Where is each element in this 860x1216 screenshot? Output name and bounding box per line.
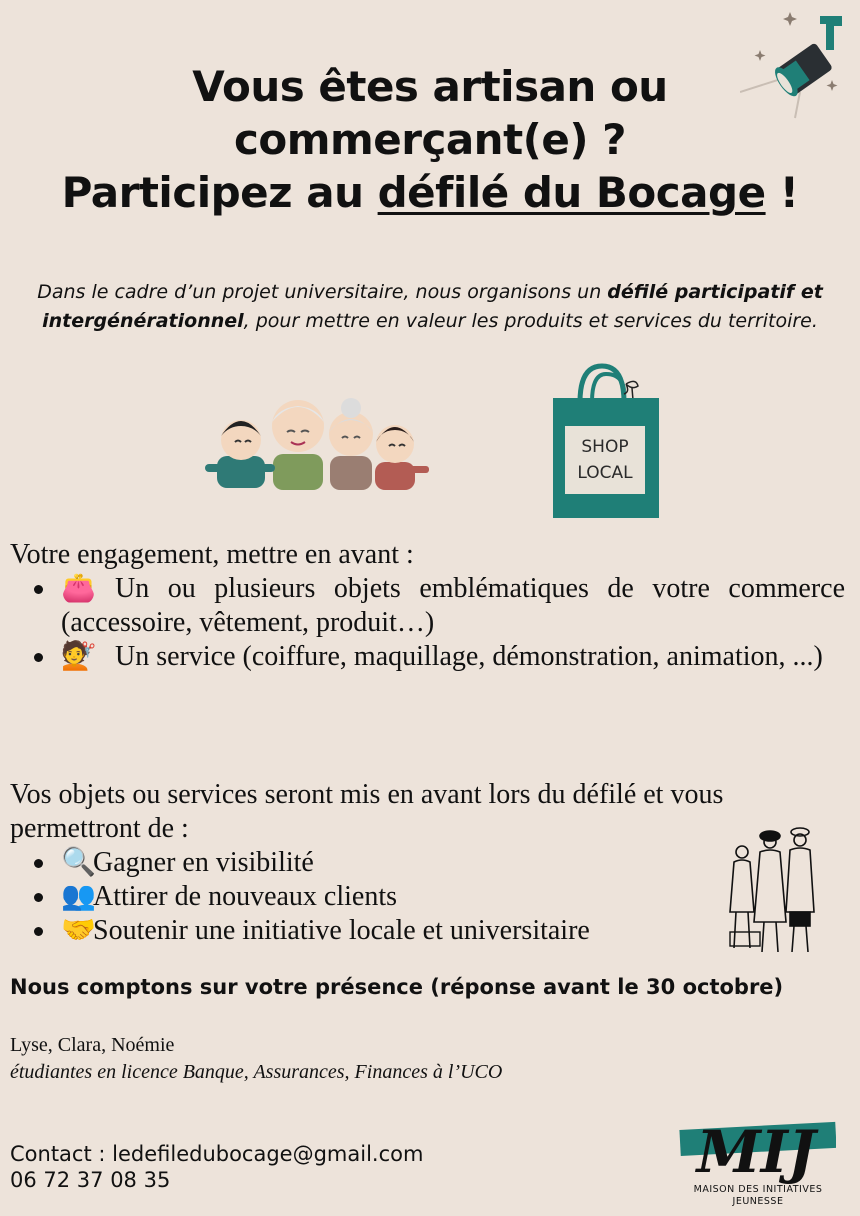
signature-names: Lyse, Clara, Noémie [10, 1034, 175, 1056]
title-line-2: commerçant(e) ? [233, 115, 627, 164]
bag-label-line-1: SHOP [581, 437, 629, 457]
title-line-3-prefix: Participez au [61, 168, 378, 217]
list-item [10, 846, 845, 880]
list-item [10, 880, 845, 914]
benefits-list [10, 846, 845, 948]
intro-bold: défilé participatif et intergénérationnel [42, 281, 823, 332]
handshake-icon: 🤝 [61, 915, 96, 946]
engagement-list [10, 572, 845, 674]
list-item-text: Attirer de nouveaux clients [93, 881, 398, 912]
list-item-text: Un ou plusieurs objets emblématiques de votre commerce (accessoire, vêtement, produit…) [61, 573, 845, 638]
list-item-text: Gagner en visibilité [93, 847, 314, 878]
engagement-section [10, 538, 845, 674]
list-item [10, 640, 845, 674]
bullet-icon [34, 585, 43, 594]
list-item-text: Un service (coiffure, maquillage, démonstration, animation, ...) [115, 641, 823, 672]
benefits-section [10, 778, 845, 948]
bullet-icon [34, 893, 43, 902]
intro-text-1: Dans le cadre d’un projet universitaire, nous organisons un [37, 281, 608, 303]
signature-role: étudiantes en licence Banque, Assurances, Finances à l’UCO [10, 1061, 503, 1083]
contact-email[interactable]: Contact : ledefiledubocage@gmail.com [10, 1142, 424, 1166]
contact-phone[interactable]: 06 72 37 08 35 [10, 1168, 171, 1192]
benefits-heading: Vos objets ou services seront mis en avant lors du défilé et vous permettront de : [10, 779, 724, 844]
logo-line-1: MAISON DES INITIATIVES [693, 1184, 823, 1195]
logo-letters: MIJ [696, 1118, 816, 1186]
title-line-3 [40, 166, 820, 219]
spotlight-icon [740, 8, 855, 123]
page-title [40, 60, 820, 219]
mij-logo [676, 1112, 836, 1208]
bullet-icon [34, 927, 43, 936]
haircut-icon: 💇 [61, 641, 96, 672]
call-to-action: Nous comptons sur votre présence (réponse avant le 30 octobre) [10, 975, 784, 999]
list-item [10, 572, 845, 640]
intro-paragraph [20, 278, 840, 336]
title-line-3-suffix: ! [765, 168, 799, 217]
purse-icon: 👛 [61, 573, 96, 604]
title-line-1: Vous êtes artisan ou [192, 62, 668, 111]
logo-line-2: JEUNESSE [732, 1196, 784, 1207]
list-item [10, 914, 845, 948]
bag-label-line-2: LOCAL [577, 463, 633, 483]
intergenerational-people-illustration [205, 392, 435, 492]
fashion-sketch-illustration [722, 822, 822, 962]
people-icon: 👥 [61, 881, 96, 912]
magnifier-icon: 🔍 [61, 847, 96, 878]
engagement-heading: Votre engagement, mettre en avant : [10, 539, 414, 570]
list-item-text: Soutenir une initiative locale et universitaire [93, 915, 590, 946]
event-name: défilé du Bocage [377, 168, 766, 217]
bullet-icon [34, 859, 43, 868]
signature-block [10, 1032, 710, 1086]
shop-local-bag-illustration [550, 362, 662, 522]
intro-text-2: , pour mettre en valeur les produits et services du territoire. [243, 310, 818, 332]
contact-block [10, 1141, 610, 1193]
bullet-icon [34, 653, 43, 662]
